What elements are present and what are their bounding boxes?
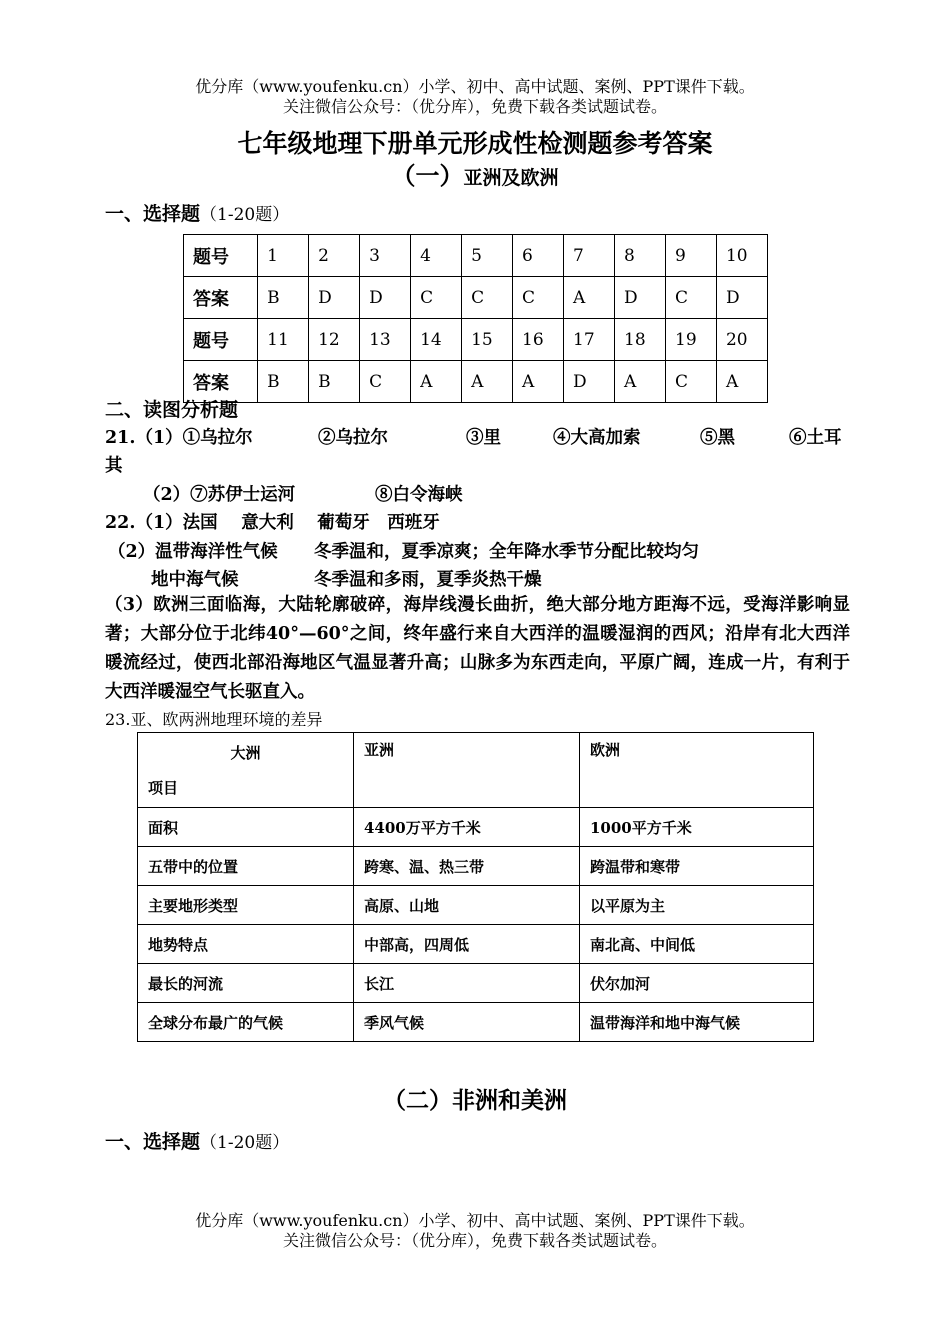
table-row	[184, 235, 768, 277]
section2-heading: 二、读图分析题	[105, 399, 239, 421]
header-asia: 亚洲	[354, 733, 580, 808]
table-cell: 16	[513, 319, 564, 361]
table-row	[184, 361, 768, 403]
footer-line-1: 优分库（www.youfenku.cn）小学、初中、高中试题、案例、PPT课件下载。	[195, 1211, 755, 1230]
part1-name: 亚洲及欧洲	[463, 167, 559, 189]
q21-part1-d: ④大高加索	[553, 428, 641, 448]
table-cell: A	[564, 277, 615, 319]
q22-part2-desc-a: 冬季温和，夏季凉爽；全年降水季节分配比较均匀	[314, 542, 699, 562]
table-cell: 地势特点	[138, 925, 354, 964]
table-cell: 1	[258, 235, 309, 277]
q22-part2-climate-b: 地中海气候	[151, 570, 239, 590]
table-cell: D	[564, 361, 615, 403]
table-cell: 4400万平方千米	[354, 808, 580, 847]
table-cell: A	[615, 361, 666, 403]
table-cell: 高原、山地	[354, 886, 580, 925]
table-cell: A	[513, 361, 564, 403]
section3-label: 一、选择题	[105, 1131, 201, 1153]
section1-label: 一、选择题	[105, 203, 201, 225]
table-cell: 全球分布最广的气候	[138, 1003, 354, 1042]
part1-heading	[0, 156, 950, 191]
table-cell: D	[716, 277, 767, 319]
table-cell: B	[258, 361, 309, 403]
q23-caption: 23.亚、欧两洲地理环境的差异	[105, 710, 323, 729]
table-cell: D	[615, 277, 666, 319]
q22-part3-paragraph: （3）欧洲三面临海，大陆轮廓破碎，海岸线漫长曲折，绝大部分地方距海不远，受海洋影响显著；大部分位于北纬40°—60°之间，终年盛行来自大西洋的温暖湿润的西风；沿岸有北大西洋暖流经过，使西北部沿海地区气温显著升高；山脉多为东西走向，平原广阔，连成一片，有利于大西洋暖湿空气长驱直入。	[105, 595, 850, 702]
q22-part2-climate-a: （2）温带海洋性气候	[108, 542, 278, 562]
table-cell: C	[666, 277, 717, 319]
table-cell: A	[411, 361, 462, 403]
table-cell: C	[513, 277, 564, 319]
row-label-question: 题号	[184, 319, 258, 361]
table-row	[138, 886, 814, 925]
table-cell: 5	[462, 235, 513, 277]
table-row	[184, 319, 768, 361]
part1-paren: （一）	[391, 161, 464, 190]
section3-heading	[105, 1127, 289, 1154]
table-cell: 20	[716, 319, 767, 361]
comparison-table	[137, 732, 814, 1042]
table-row	[138, 1003, 814, 1042]
table-cell: B	[309, 361, 360, 403]
table-row	[138, 925, 814, 964]
table-cell: 1000平方千米	[580, 808, 814, 847]
table-cell: 面积	[138, 808, 354, 847]
table-cell: 9	[666, 235, 717, 277]
table-row	[184, 277, 768, 319]
table-cell: 12	[309, 319, 360, 361]
q21-part2-b: ⑧白令海峡	[375, 485, 463, 505]
table-cell: 15	[462, 319, 513, 361]
part2-heading: （二）非洲和美洲	[383, 1087, 567, 1114]
q22-part2-desc-b: 冬季温和多雨，夏季炎热干燥	[314, 570, 542, 590]
table-cell: 11	[258, 319, 309, 361]
table-cell: 中部高，四周低	[354, 925, 580, 964]
table-cell: C	[360, 361, 411, 403]
q21-part1-e: ⑤黑	[700, 428, 735, 448]
table-cell: 季风气候	[354, 1003, 580, 1042]
q21-part1-a: 21.（1）①乌拉尔	[105, 428, 253, 448]
table-cell: A	[462, 361, 513, 403]
q21-part1-f: ⑥土耳	[789, 428, 842, 448]
row-label-question: 题号	[184, 235, 258, 277]
table-cell: 7	[564, 235, 615, 277]
table-cell: 最长的河流	[138, 964, 354, 1003]
row-label-answer: 答案	[184, 361, 258, 403]
section1-range: （1-20题）	[200, 205, 290, 225]
table-cell: 3	[360, 235, 411, 277]
q21-part1-b: ②乌拉尔	[318, 428, 388, 448]
section1-heading	[105, 199, 289, 226]
table-cell: 长江	[354, 964, 580, 1003]
q22-part1: 22.（1）法国 意大利 葡萄牙 西班牙	[105, 513, 440, 533]
table-cell: C	[462, 277, 513, 319]
table-cell: 主要地形类型	[138, 886, 354, 925]
table-row	[138, 847, 814, 886]
header-europe: 欧洲	[580, 733, 814, 808]
table-cell: 8	[615, 235, 666, 277]
footer-line-2: 关注微信公众号：（优分库），免费下载各类试题试卷。	[282, 1231, 667, 1250]
table-cell: 10	[716, 235, 767, 277]
table-cell: 13	[360, 319, 411, 361]
table-header-row	[138, 733, 814, 808]
section3-range: （1-20题）	[200, 1133, 290, 1153]
answer-table	[183, 234, 768, 403]
q21-part1-wrap: 其	[105, 456, 123, 476]
table-cell: 伏尔加河	[580, 964, 814, 1003]
header-item-label: 项目	[148, 779, 179, 797]
table-cell: 4	[411, 235, 462, 277]
table-cell: 跨温带和寒带	[580, 847, 814, 886]
table-row	[138, 964, 814, 1003]
table-cell: 18	[615, 319, 666, 361]
table-cell: C	[666, 361, 717, 403]
header-continent-label: 大洲	[230, 744, 261, 762]
header-diagonal-cell	[138, 733, 354, 808]
header-line-2: 关注微信公众号：（优分库），免费下载各类试题试卷。	[282, 97, 667, 116]
table-cell: 温带海洋和地中海气候	[580, 1003, 814, 1042]
q21-part1-c: ③里	[466, 428, 501, 448]
table-cell: 南北高、中间低	[580, 925, 814, 964]
table-cell: D	[360, 277, 411, 319]
table-cell: 五带中的位置	[138, 847, 354, 886]
table-row	[138, 808, 814, 847]
page-title: 七年级地理下册单元形成性检测题参考答案	[237, 129, 713, 158]
table-cell: 以平原为主	[580, 886, 814, 925]
table-cell: D	[309, 277, 360, 319]
table-cell: 14	[411, 319, 462, 361]
table-cell: A	[716, 361, 767, 403]
row-label-answer: 答案	[184, 277, 258, 319]
table-cell: 19	[666, 319, 717, 361]
table-cell: B	[258, 277, 309, 319]
table-cell: 17	[564, 319, 615, 361]
table-cell: 6	[513, 235, 564, 277]
q21-part2-a: （2）⑦苏伊士运河	[143, 485, 296, 505]
table-cell: 跨寒、温、热三带	[354, 847, 580, 886]
table-cell: C	[411, 277, 462, 319]
table-cell: 2	[309, 235, 360, 277]
header-line-1: 优分库（www.youfenku.cn）小学、初中、高中试题、案例、PPT课件下载。	[195, 77, 755, 96]
